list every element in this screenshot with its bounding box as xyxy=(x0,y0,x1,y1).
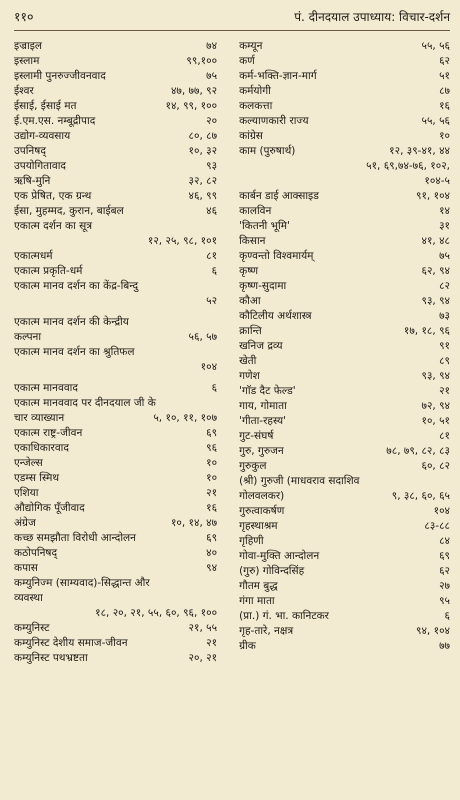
index-entry xyxy=(239,369,450,384)
index-entry xyxy=(239,189,450,204)
index-term: कम्युनिस्ट पथभ्रष्टता xyxy=(14,652,88,664)
index-page-refs: ६ xyxy=(211,265,218,277)
index-term: गुरु, गुरुजन xyxy=(239,445,284,457)
index-term: उपयोगितावाद xyxy=(14,160,66,172)
index-entry xyxy=(14,99,217,114)
index-term: इस्लामी पुनरुज्जीवनवाद xyxy=(14,70,106,82)
index-page-refs: १० xyxy=(206,472,218,484)
index-term: व्यवस्था xyxy=(14,592,43,604)
index-entry xyxy=(239,159,450,174)
index-page-refs: ६२ xyxy=(439,55,450,67)
index-entry xyxy=(14,249,217,264)
index-term: कर्म-भक्ति-ज्ञान-मार्ग xyxy=(239,70,317,82)
index-page-refs: १६ xyxy=(206,502,218,514)
index-term: कम्यून xyxy=(239,40,263,52)
index-entry xyxy=(239,564,450,579)
index-term: कल्याणकारी राज्य xyxy=(239,115,309,127)
index-entry xyxy=(239,534,450,549)
index-entry xyxy=(239,294,450,309)
index-entry xyxy=(14,204,217,219)
index-term: ऋषि-मुनि xyxy=(14,175,51,187)
index-term: गृहस्थाश्रम xyxy=(239,520,278,532)
index-page-refs: २१ xyxy=(439,385,450,397)
index-page-refs: ७८, ७९, ८२, ८३ xyxy=(386,445,450,457)
index-page-refs: २० xyxy=(206,115,218,127)
index-page-refs: ४७, ७७, ९२ xyxy=(170,85,218,97)
index-page-refs: २७ xyxy=(439,580,450,592)
index-page-refs: ७४ xyxy=(206,40,218,52)
index-entry xyxy=(239,639,450,654)
index-entry xyxy=(14,441,217,456)
index-entry xyxy=(14,546,217,561)
index-page-refs: ३२, ८२ xyxy=(188,175,218,187)
index-page-refs: ७२, ९४ xyxy=(421,400,450,412)
index-entry xyxy=(14,345,217,375)
index-entry xyxy=(14,264,217,279)
index-page-refs: ८०, ८७ xyxy=(188,130,218,142)
index-term: कृष्ण xyxy=(239,265,259,277)
index-page-refs: ४६, ९९ xyxy=(188,190,218,202)
index-entry xyxy=(14,501,217,516)
index-entry xyxy=(14,189,217,204)
page-header xyxy=(14,8,450,31)
index-page-refs: ४१, ४८ xyxy=(421,235,450,247)
index-term: गोवा-मुक्ति आन्दोलन xyxy=(239,550,320,562)
index-page-refs: १२, २५, ९८, १०१ xyxy=(147,235,218,247)
index-term: उद्योग-व्यवसाय xyxy=(14,130,71,142)
index-page-refs: ९४, १०४ xyxy=(416,625,450,637)
index-page-refs: १० xyxy=(206,457,218,469)
index-entry xyxy=(14,39,217,54)
index-page-refs: १०, ३२ xyxy=(188,145,218,157)
index-entry xyxy=(14,516,217,531)
index-entry xyxy=(14,411,217,426)
index-entry xyxy=(14,315,217,330)
index-term: कांग्रेस xyxy=(239,130,263,142)
index-term: गृह-तारे, नक्षत्र xyxy=(239,625,294,637)
index-term: कठोपनिषद् xyxy=(14,547,58,559)
index-entry xyxy=(239,384,450,399)
index-entry xyxy=(14,486,217,501)
index-entry xyxy=(14,426,217,441)
index-entry xyxy=(239,39,450,54)
index-term: एकात्म मानव दर्शन की केन्द्रीय xyxy=(14,316,129,328)
index-term: एक प्रेषित, एक ग्रन्थ xyxy=(14,190,92,202)
index-page-refs: ७७ xyxy=(439,640,450,652)
index-term: कलकत्ता xyxy=(239,100,273,112)
index-entry xyxy=(14,471,217,486)
index-entry xyxy=(14,381,217,396)
index-column-right xyxy=(227,39,450,666)
index-columns xyxy=(14,39,450,666)
index-page-refs: ९३ xyxy=(206,160,218,172)
index-entry xyxy=(14,576,217,591)
index-term: कृण्वन्तो विश्वमार्यम् xyxy=(239,250,314,262)
index-page-refs: ९३, ९४ xyxy=(421,370,450,382)
index-term: गोलवलकर) xyxy=(239,490,285,502)
index-page-refs: ५५, ५६ xyxy=(421,40,450,52)
index-page-refs: ६२ xyxy=(439,565,450,577)
index-term: कृष्ण-सुदामा xyxy=(239,280,287,292)
index-page-refs: ६९ xyxy=(439,550,450,562)
index-term: ईसा, मुहम्मद, कुरान, बाईबल xyxy=(14,205,124,217)
index-page-refs: ५६, ५७ xyxy=(188,331,218,343)
index-entry xyxy=(14,396,217,411)
index-term: एकात्म राष्ट्र-जीवन xyxy=(14,427,83,439)
index-entry xyxy=(239,444,450,459)
index-term: कौटिलीय अर्थशास्त्र xyxy=(239,310,312,322)
index-page-refs: ८४ xyxy=(439,535,450,547)
index-entry xyxy=(14,591,217,621)
index-term: क्रान्ति xyxy=(239,325,262,337)
index-page-refs: ९, ३८, ६०, ६५ xyxy=(391,490,450,502)
index-entry xyxy=(239,519,450,534)
index-term: कर्ण xyxy=(239,55,255,67)
page-number: ११० xyxy=(14,9,34,24)
index-entry xyxy=(14,279,217,309)
index-entry xyxy=(239,69,450,84)
index-term: एकात्म दर्शन का सूत्र xyxy=(14,220,93,232)
index-entry xyxy=(14,129,217,144)
index-entry xyxy=(239,279,450,294)
index-entry xyxy=(14,621,217,636)
index-page-refs: १०४-५ xyxy=(424,175,450,187)
index-page-refs: ३१ xyxy=(439,220,450,232)
index-term: गंगा माता xyxy=(239,595,275,607)
index-page-refs: २०, २१ xyxy=(188,652,218,664)
index-page-refs: ९३, ९४ xyxy=(421,295,450,307)
index-entry xyxy=(14,531,217,546)
index-term: एशिया xyxy=(14,487,39,499)
index-page-refs: ६ xyxy=(211,382,218,394)
index-term: (गुरु) गोविन्दसिंह xyxy=(239,565,305,577)
index-term: किसान xyxy=(239,235,266,247)
index-entry xyxy=(239,549,450,564)
index-page-refs: ४० xyxy=(206,547,218,559)
index-term: गृहिणी xyxy=(239,535,264,547)
index-term: खनिज द्रव्य xyxy=(239,340,283,352)
index-term: कर्मयोगी xyxy=(239,85,271,97)
index-term: गाय, गोमाता xyxy=(239,400,287,412)
index-entry xyxy=(239,624,450,639)
index-term: ईश्वर xyxy=(14,85,34,97)
index-term: चार व्याख्यान xyxy=(14,412,65,424)
index-entry xyxy=(239,609,450,624)
index-entry xyxy=(14,456,217,471)
index-entry xyxy=(239,399,450,414)
index-entry xyxy=(239,489,450,504)
index-entry xyxy=(14,219,217,249)
index-entry xyxy=(239,84,450,99)
index-entry xyxy=(239,429,450,444)
index-page-refs: १०४ xyxy=(200,361,218,373)
index-page-refs: ९५ xyxy=(439,595,450,607)
index-entry xyxy=(239,309,450,324)
index-page-refs: ८१ xyxy=(206,250,218,262)
index-term: गणेश xyxy=(239,370,260,382)
index-page-refs: ५१ xyxy=(439,70,450,82)
index-entry xyxy=(239,249,450,264)
index-page-refs: ८३-८८ xyxy=(424,520,450,532)
index-page-refs: ८२ xyxy=(439,280,450,292)
index-page-refs: ४६ xyxy=(206,205,218,217)
index-term: कल्पना xyxy=(14,331,42,343)
index-page-refs: १०४ xyxy=(433,505,450,517)
index-page-refs: ६९ xyxy=(206,532,218,544)
index-term: कालविन xyxy=(239,205,272,217)
index-entry xyxy=(239,234,450,249)
index-page-refs: ५२ xyxy=(206,295,218,307)
index-page-refs: ८९ xyxy=(439,355,450,367)
index-page-refs: १७, १८, ९६ xyxy=(403,325,450,337)
index-term: गुरुत्वाकर्षण xyxy=(239,505,285,517)
index-term: 'कितनी भूमि' xyxy=(239,220,290,232)
index-term: एकात्म मानववाद पर दीनदयाल जी के xyxy=(14,397,156,409)
index-page-refs: ९९,१०० xyxy=(186,55,218,67)
index-page-refs: ७५ xyxy=(206,70,218,82)
index-term: कार्बन डाई आक्साइड xyxy=(239,190,319,202)
index-term: इस्लाम xyxy=(14,55,40,67)
book-title: पं. दीनदयाल उपाध्याय: विचार-दर्शन xyxy=(294,10,450,24)
index-entry xyxy=(14,144,217,159)
index-term: इज्राइल xyxy=(14,40,42,52)
index-term: कम्युनिज्म (साम्यवाद)-सिद्धान्त और xyxy=(14,577,150,589)
index-page-refs: ८१ xyxy=(439,430,450,442)
index-page-refs: १६ xyxy=(439,100,450,112)
index-term: एकात्म प्रकृति-धर्म xyxy=(14,265,83,277)
index-page-refs: १४ xyxy=(439,205,450,217)
index-entry xyxy=(239,324,450,339)
index-entry xyxy=(239,339,450,354)
index-entry xyxy=(14,69,217,84)
index-term: ईसाई, ईसाई मत xyxy=(14,100,77,112)
index-page-refs: ६९ xyxy=(206,427,218,439)
index-term: (प्रा.) गं. भा. कानिटकर xyxy=(239,610,329,622)
index-page-refs: ७५ xyxy=(439,250,450,262)
index-page-refs: २१ xyxy=(206,487,218,499)
index-entry xyxy=(239,264,450,279)
index-term: ई.एम.एस. नम्बूद्रीपाद xyxy=(14,115,96,127)
index-page-refs: ९६ xyxy=(206,442,218,454)
index-entry xyxy=(14,561,217,576)
index-page-refs: ५१, ६९,७४-७६, १०२, xyxy=(366,160,450,172)
index-entry xyxy=(239,459,450,474)
index-entry xyxy=(239,354,450,369)
index-page-refs: १० xyxy=(439,130,450,142)
index-page-refs: ५, १०, ११, १०७ xyxy=(153,412,218,424)
index-page-refs: १४, ९९, १०० xyxy=(165,100,218,112)
index-page-refs: ६२, ९४ xyxy=(421,265,450,277)
index-entry xyxy=(239,114,450,129)
index-term: कौआ xyxy=(239,295,261,307)
index-entry xyxy=(239,54,450,69)
index-entry xyxy=(239,129,450,144)
index-entry xyxy=(239,219,450,234)
index-page-refs: ७३ xyxy=(439,310,450,322)
index-page-refs: १८, २०, २१, ५५, ६०, ९६, १०० xyxy=(95,607,218,619)
index-term: काम (पुरुषार्थ) xyxy=(239,145,296,157)
index-page-refs: ९१ xyxy=(439,340,450,352)
index-entry xyxy=(14,159,217,174)
index-page-refs: ९४ xyxy=(206,562,218,574)
index-entry xyxy=(14,651,217,666)
index-term: कपास xyxy=(14,562,38,574)
index-term: (श्री) गुरुजी (माधवराव सदाशिव xyxy=(239,475,360,487)
index-term: 'गीता-रहस्य' xyxy=(239,415,287,427)
index-column-left xyxy=(14,39,227,666)
index-page-refs: ८७ xyxy=(439,85,450,97)
index-page-refs: ६ xyxy=(444,610,450,622)
index-entry xyxy=(239,594,450,609)
index-entry xyxy=(239,204,450,219)
index-entry xyxy=(14,174,217,189)
index-term: एकाधिकारवाद xyxy=(14,442,69,454)
index-term: औद्योगिक पूँजीवाद xyxy=(14,502,85,514)
index-term: एन्जेल्स xyxy=(14,457,43,469)
index-term: गौतम बुद्ध xyxy=(239,580,278,592)
index-term: एडम्स स्मिथ xyxy=(14,472,60,484)
index-page-refs: १२, ३९-४१, ४४ xyxy=(389,145,450,157)
index-entry xyxy=(14,84,217,99)
index-entry xyxy=(14,114,217,129)
index-entry xyxy=(239,474,450,489)
index-term: एकात्मधर्म xyxy=(14,250,53,262)
index-entry xyxy=(239,414,450,429)
index-term: कच्छ समझौता विरोधी आन्दोलन xyxy=(14,532,137,544)
index-entry xyxy=(14,54,217,69)
index-page-refs: १०, १४, ४७ xyxy=(170,517,218,529)
index-term: गुरुकुल xyxy=(239,460,267,472)
index-page-refs: २१, ५५ xyxy=(188,622,218,634)
index-term: एकात्म मानव दर्शन का श्रुतिफल xyxy=(14,346,135,358)
index-page-refs: ९१, १०४ xyxy=(416,190,450,202)
index-page-refs: ६०, ८२ xyxy=(421,460,450,472)
index-entry xyxy=(239,174,450,189)
index-term: गुट-संघर्ष xyxy=(239,430,274,442)
index-entry xyxy=(239,504,450,519)
index-term: कम्युनिस्ट देशीय समाज-जीवन xyxy=(14,637,128,649)
index-term: उपनिषद् xyxy=(14,145,46,157)
index-page-refs: १०, ५१ xyxy=(421,415,450,427)
index-entry xyxy=(239,579,450,594)
index-entry xyxy=(14,636,217,651)
index-entry xyxy=(239,144,450,159)
index-entry xyxy=(239,99,450,114)
index-term: खेती xyxy=(239,355,257,367)
index-term: एकात्म मानववाद xyxy=(14,382,78,394)
index-term: अंग्रेज xyxy=(14,517,36,529)
index-term: एकात्म मानव दर्शन का केंद्र-बिन्दु xyxy=(14,280,139,292)
index-entry xyxy=(14,330,217,345)
index-page-refs: ५५, ५६ xyxy=(421,115,450,127)
index-term: ग्रीक xyxy=(239,640,256,652)
index-page-refs: २१ xyxy=(206,637,218,649)
index-term: कम्युनिस्ट xyxy=(14,622,50,634)
index-term: 'गाॅड दैट फेल्ड' xyxy=(239,385,296,397)
